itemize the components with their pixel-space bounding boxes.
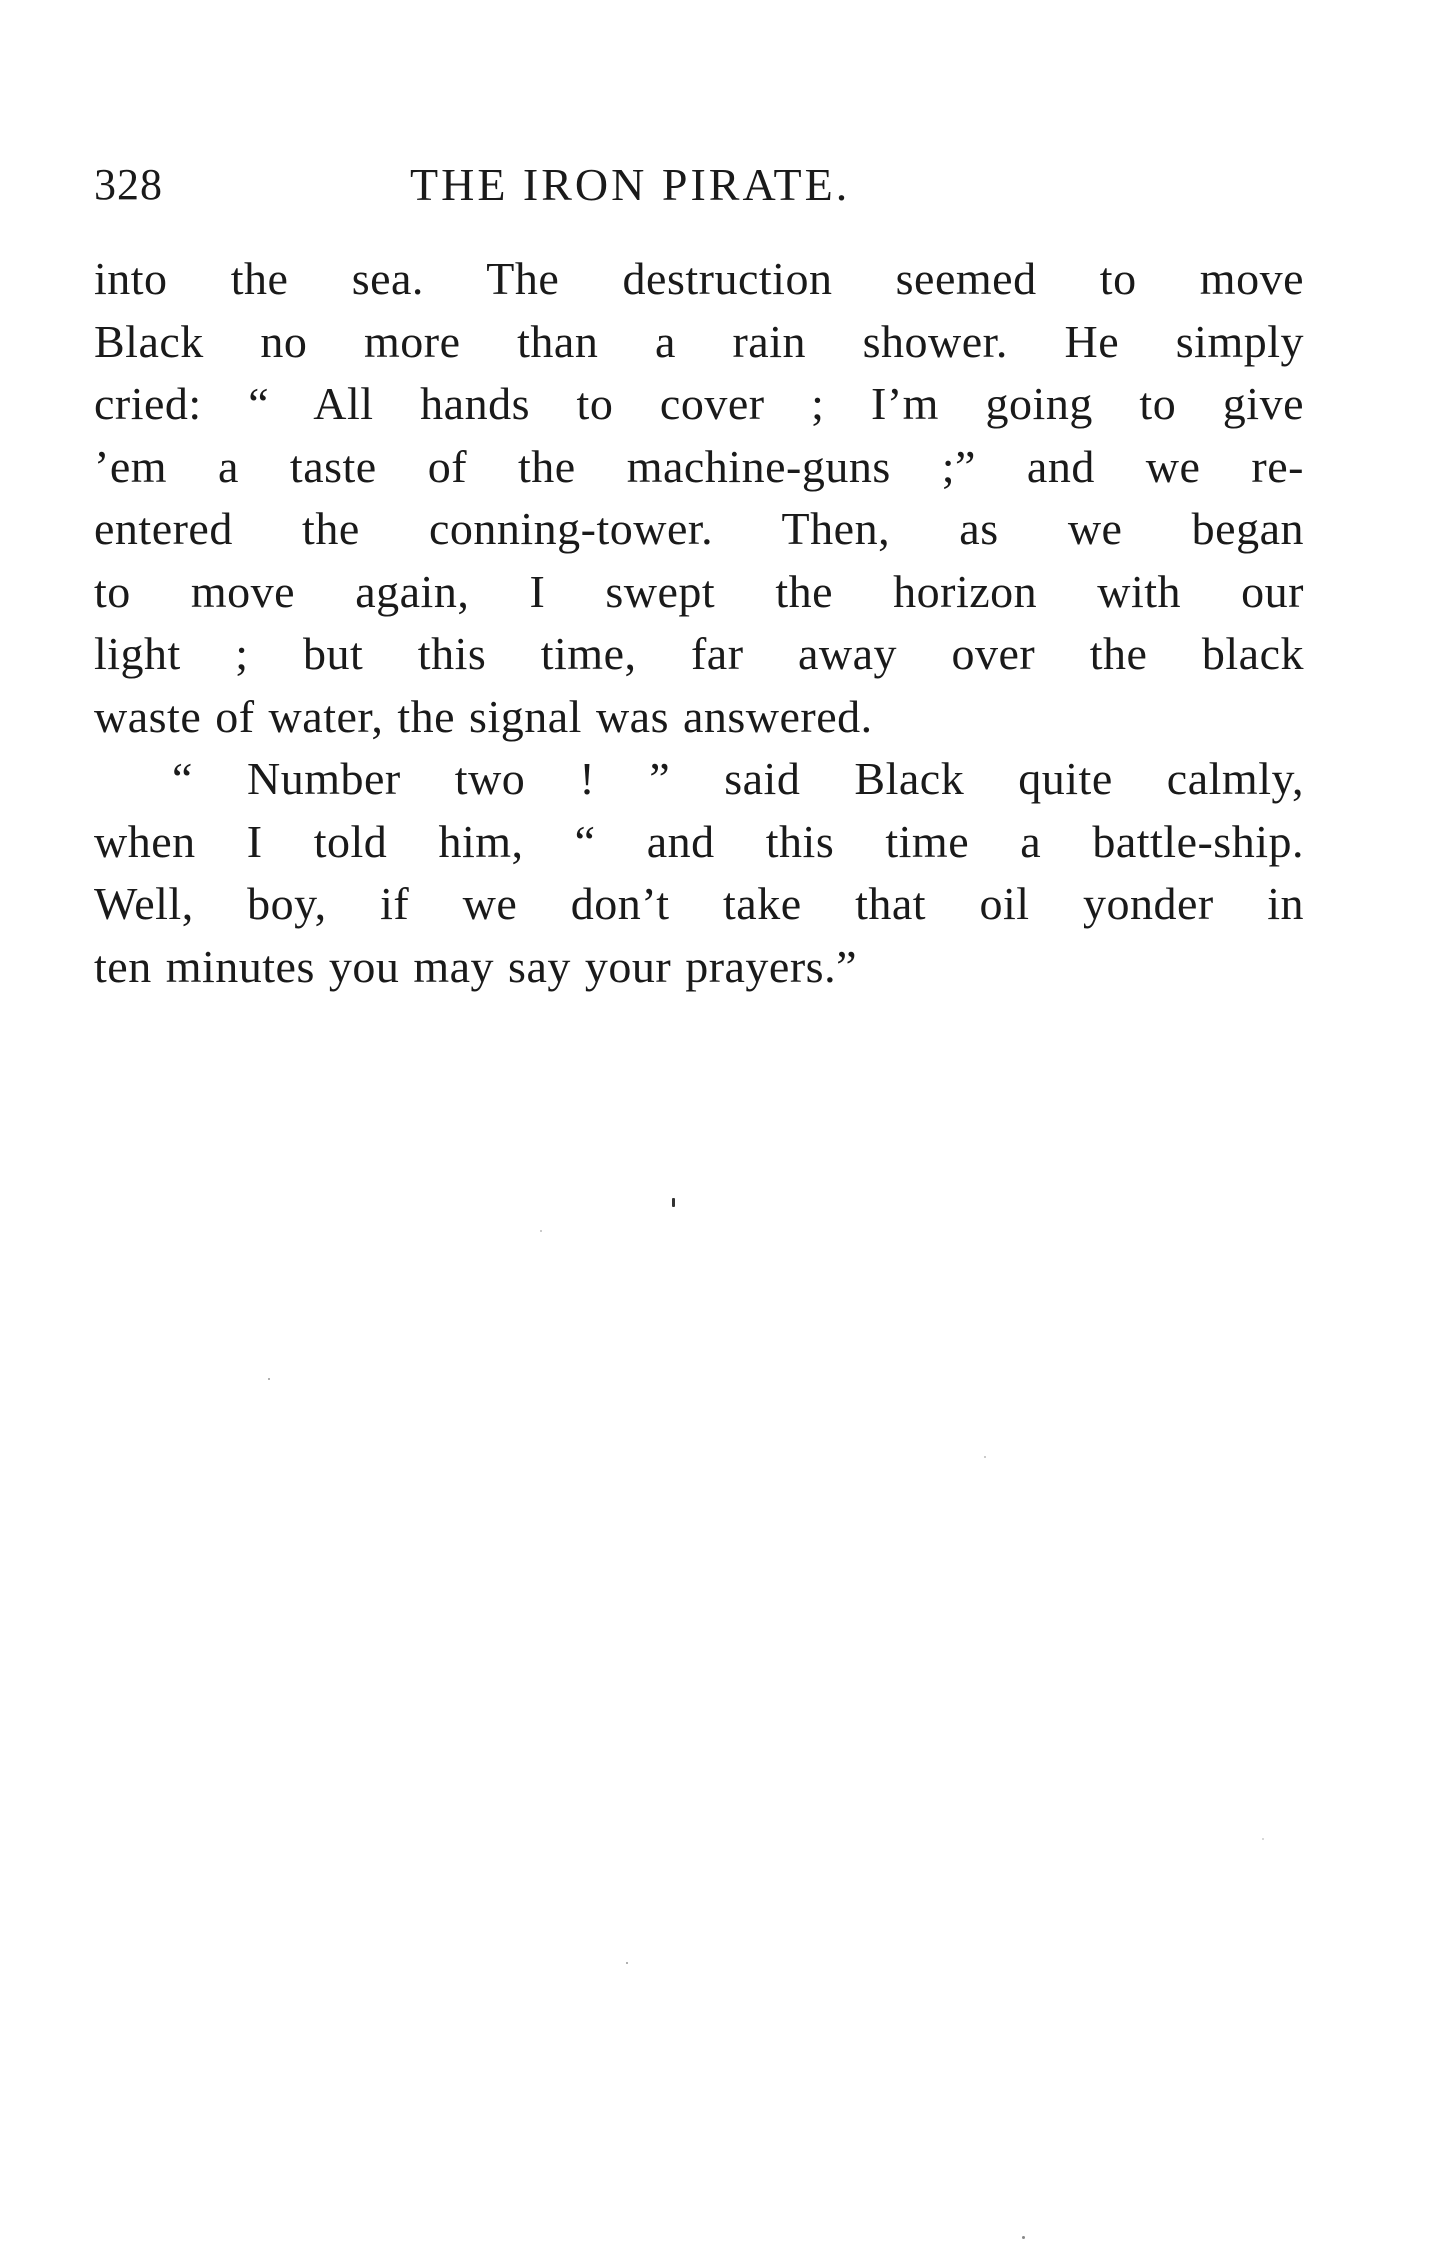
running-title: THE IRON PIRATE. [410, 159, 851, 210]
paragraph-2 [94, 748, 1304, 998]
page-number: 328 [94, 160, 163, 209]
scan-speck [1022, 2236, 1025, 2239]
scan-speck [268, 1378, 270, 1380]
scan-speck [984, 1456, 986, 1458]
scan-speck [626, 1962, 628, 1964]
text-line: to move again, I swept the horizon with our [94, 565, 1304, 617]
text-line: waste of water, the signal was answered. [94, 690, 873, 742]
text-line: cried: “ All hands to cover ; I’m going to give [94, 378, 1304, 429]
text-line: Well, boy, if we don’t take that oil yonder in [94, 878, 1304, 929]
text-line: Black no more than a rain shower. He simply [94, 315, 1304, 367]
text-line: ten minutes you may say your prayers.” [94, 940, 857, 992]
text-line: when I told him, “ and this time a battle-ship. [94, 815, 1304, 867]
scan-speck [540, 1230, 542, 1232]
body-text [94, 248, 1304, 998]
text-line: “ Number two ! ” said Black quite calmly, [172, 753, 1304, 804]
scan-speck [1262, 1838, 1264, 1840]
text-line: light ; but this time, far away over the black [94, 628, 1304, 679]
text-line: ’em a taste of the machine-guns ;” and we re- [94, 440, 1304, 492]
running-head [94, 150, 1304, 220]
scan-speck [672, 1198, 675, 1207]
text-line: into the sea. The destruction seemed to move [94, 253, 1304, 304]
paragraph-1 [94, 248, 1304, 748]
text-line: entered the conning-tower. Then, as we began [94, 503, 1304, 554]
